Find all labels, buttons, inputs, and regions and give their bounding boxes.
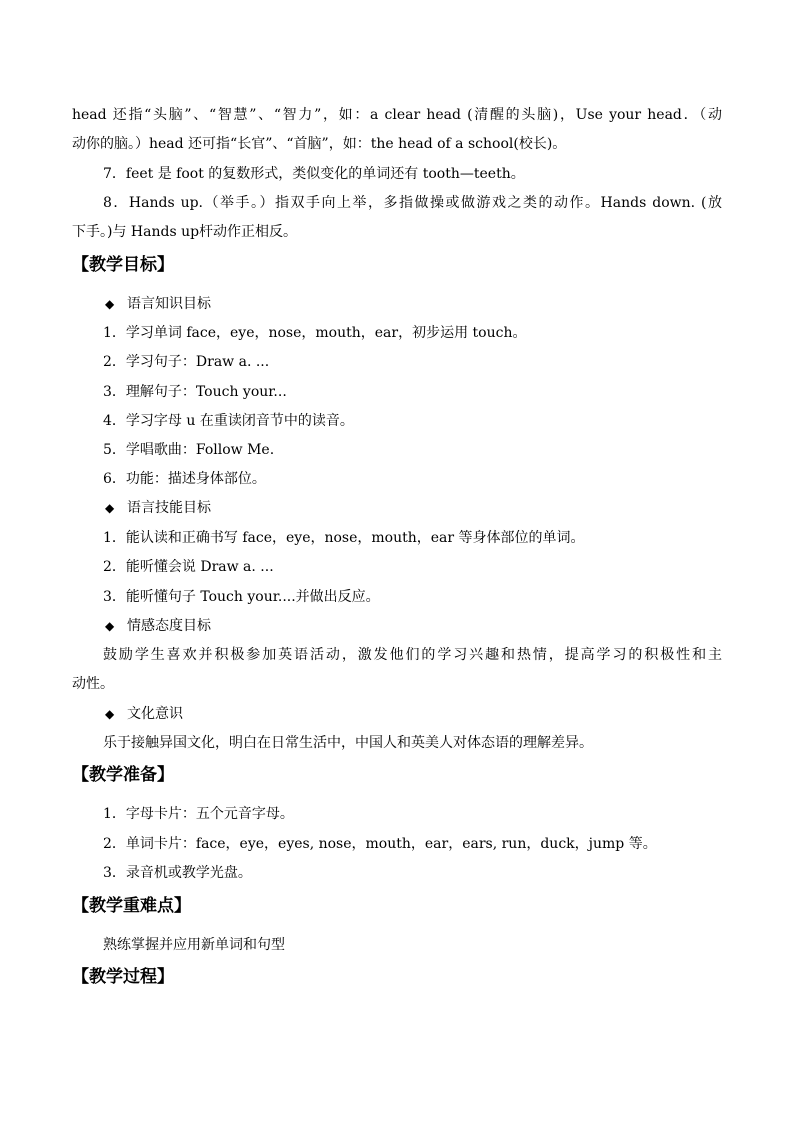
attitude-goal-title — [105, 612, 755, 641]
culture-goal-label: 文化意识 — [127, 706, 183, 722]
skills-item: 2．能听懂会说 Draw a. ... — [103, 559, 274, 575]
key-points-text: 熟练掌握并应用新单词和句型 — [103, 937, 285, 953]
note-item-7: 7．feet 是 foot 的复数形式，类似变化的单词还有 tooth—teeth。 — [103, 166, 525, 182]
skills-item: 1．能认读和正确书写 face，eye，nose，mouth，ear 等身体部位的单词。 — [103, 530, 585, 546]
culture-text: 乐于接触异国文化，明白在日常生活中，中国人和英美人对体态语的理解差异。 — [103, 735, 593, 751]
knowledge-item: 3．理解句子：Touch your... — [103, 384, 287, 400]
attitude-text-line-1: 鼓励学生喜欢并积极参加英语活动，激发他们的学习兴趣和热情，提高学习的积极性和主 — [103, 647, 722, 663]
intro-line-1: head 还指“头脑”、“智慧”、“智力”，如：a clear head (清醒的头脑)，Use your head．（动 — [72, 107, 722, 123]
culture-goal-title — [105, 700, 755, 729]
knowledge-item: 6．功能：描述身体部位。 — [103, 471, 266, 487]
attitude-goal-label: 情感态度目标 — [127, 618, 211, 634]
skills-goal-title — [105, 494, 755, 523]
knowledge-item: 2．学习句子：Draw a. ... — [103, 354, 270, 370]
skills-goal-label: 语言技能目标 — [127, 500, 211, 516]
knowledge-item: 1．学习单词 face，eye，nose，mouth，ear，初步运用 touch。 — [103, 325, 527, 341]
diamond-bullet-icon: ◆ — [105, 297, 115, 311]
preparation-heading: 【教学准备】 — [72, 765, 174, 785]
preparation-item: 1．字母卡片：五个元音字母。 — [103, 806, 294, 822]
knowledge-goal-title — [105, 290, 755, 319]
skills-item: 3．能听懂句子 Touch your....并做出反应。 — [103, 589, 380, 605]
diamond-bullet-icon: ◆ — [105, 707, 115, 721]
key-points-heading: 【教学重难点】 — [72, 896, 191, 916]
diamond-bullet-icon: ◆ — [105, 619, 115, 633]
preparation-item: 2．单词卡片：face，eye，eyes, nose，mouth，ear，ears, run，duck，jump 等。 — [103, 836, 657, 852]
note-item-8-line-2: 下手。)与 Hands up杆动作正相反。 — [72, 224, 298, 240]
knowledge-item: 5．学唱歌曲：Follow Me. — [103, 442, 275, 458]
diamond-bullet-icon: ◆ — [105, 501, 115, 515]
preparation-item: 3．录音机或教学光盘。 — [103, 865, 252, 881]
knowledge-item: 4．学习字母 u 在重读闭音节中的读音。 — [103, 413, 354, 429]
note-item-8-line-1: 8．Hands up.（举手。）指双手向上举，多指做操或做游戏之类的动作。Hands down. (放 — [103, 195, 722, 211]
knowledge-goal-label: 语言知识目标 — [127, 296, 211, 312]
intro-line-2: 动你的脑。）head 还可指“长官”、“首脑”，如：the head of a school(校长)。 — [72, 136, 567, 152]
attitude-text-line-2: 动性。 — [72, 676, 114, 692]
objectives-heading: 【教学目标】 — [72, 255, 174, 275]
process-heading: 【教学过程】 — [72, 967, 174, 987]
